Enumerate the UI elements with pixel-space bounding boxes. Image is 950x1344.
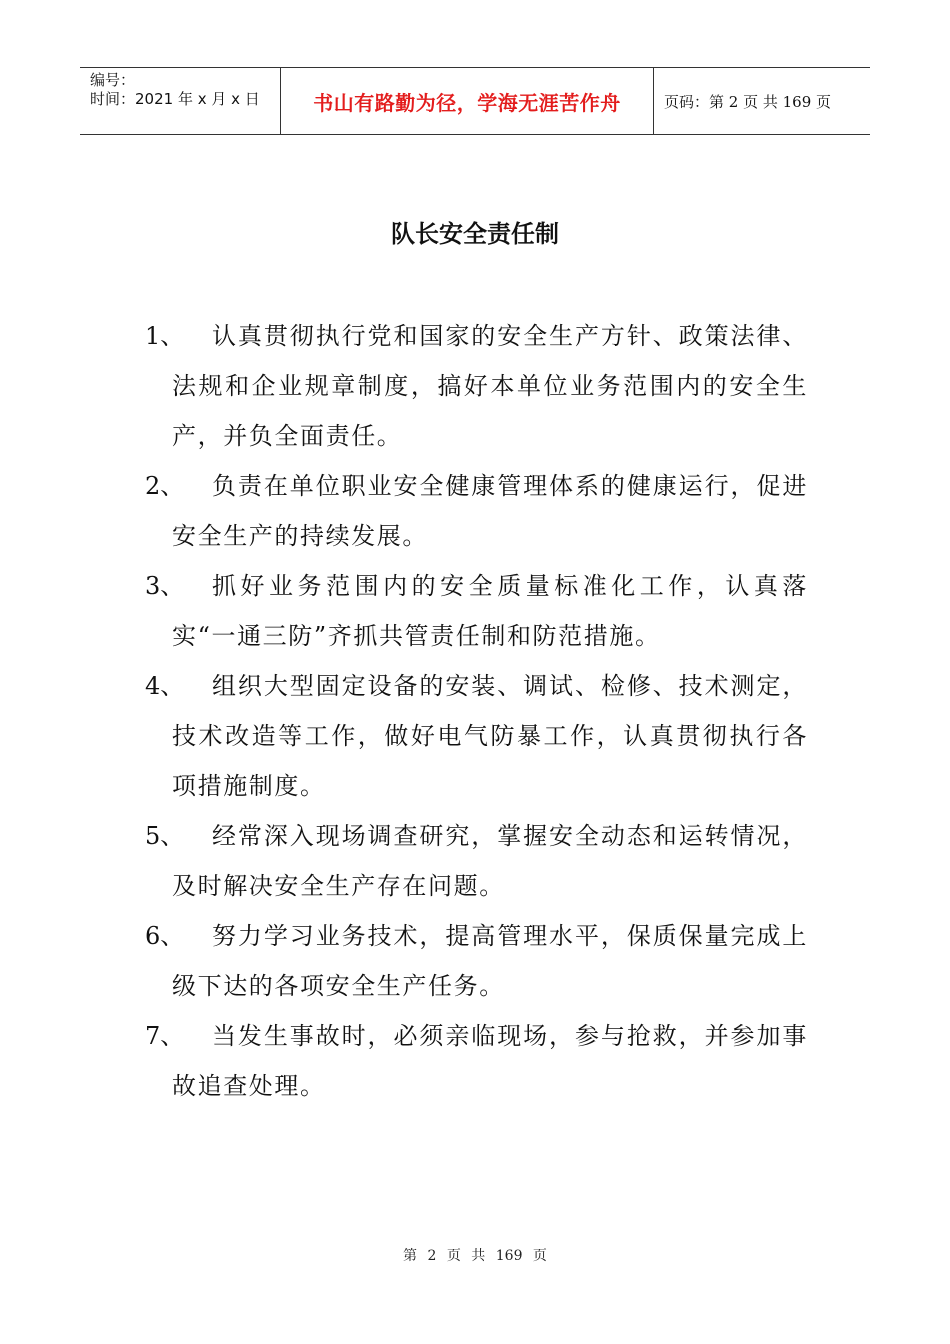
item-text: 当发生事故时，必须亲临现场，参与抢救，并参加事故追查处理。 [172,1022,808,1100]
list-item [0,311,950,461]
item-number: 7、 [145,1022,185,1050]
item-text: 抓好业务范围内的安全质量标准化工作，认真落实“一通三防”齐抓共管责任制和防范措施。 [172,572,808,650]
document-title: 队长安全责任制 [391,220,559,248]
item-number: 3、 [145,572,185,600]
item-number: 1、 [145,322,185,350]
list-item [0,461,950,561]
item-text: 负责在单位职业安全健康管理体系的健康运行，促进安全生产的持续发展。 [172,472,808,550]
document-number-label: 编号： [90,71,136,89]
item-text: 认真贯彻执行党和国家的安全生产方针、政策法律、法规和企业规章制度，搞好本单位业务范围内的安全生产，并负全面责任。 [172,322,808,450]
header-page-info: 页码：第 2 页 共 169 页 [664,92,832,111]
item-number: 2、 [145,472,185,500]
list-item [0,661,950,811]
page-header [80,67,870,135]
item-number: 5、 [145,822,185,850]
list-item [0,561,950,661]
responsibility-list [0,311,950,1111]
item-text: 组织大型固定设备的安装、调试、检修、技术测定，技术改造等工作，做好电气防暴工作，认真贯彻执行各项措施制度。 [172,672,808,800]
document-date: 时间：2021 年 x 月 x 日 [90,90,260,108]
item-text: 努力学习业务技术，提高管理水平，保质保量完成上级下达的各项安全生产任务。 [172,922,808,1000]
page-footer: 第 2 页 共 169 页 [403,1248,547,1264]
header-meta [80,68,281,134]
list-item [0,911,950,1011]
item-text: 经常深入现场调查研究，掌握安全动态和运转情况，及时解决安全生产存在问题。 [172,822,808,900]
list-item [0,811,950,911]
list-item [0,1011,950,1111]
item-number: 6、 [145,922,185,950]
item-number: 4、 [145,672,185,700]
header-motto: 书山有路勤为径，学海无涯苦作舟 [281,68,654,134]
